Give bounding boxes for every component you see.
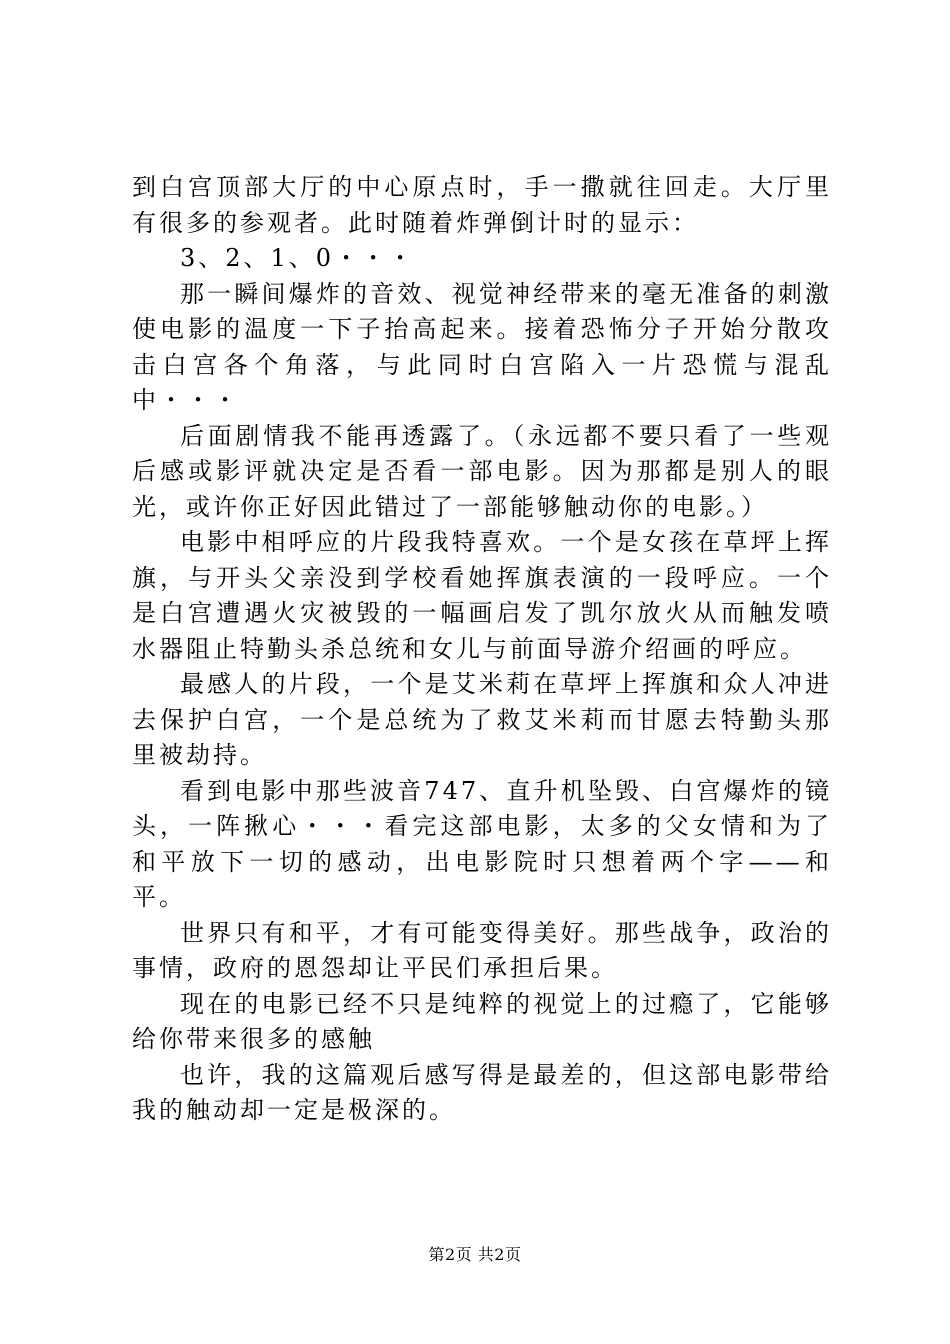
paragraph-no-spoilers: 后面剧情我不能再透露了。（永远都不要只看了一些观后感或影评就决定是否看一部电影。因为那都是别人的眼光，或许你正好因此错过了一部能够触动你的电影。） (132, 421, 832, 521)
document-body (132, 170, 832, 1129)
paragraph-explosion: 那一瞬间爆炸的音效、视觉神经带来的毫无准备的刺激使电影的温度一下子抬高起来。接着恐怖分子开始分散攻击白宫各个角落，与此同时白宫陷入一片恐慌与混乱中・・・ (132, 279, 832, 414)
paragraph-continued: 到白宫顶部大厅的中心原点时，手一撒就往回走。大厅里有很多的参观者。此时随着炸弹倒计时的显示： (132, 173, 832, 237)
page-number-footer: 第2页 共2页 (428, 1245, 522, 1264)
paragraph-modern-films: 现在的电影已经不只是纯粹的视觉上的过瘾了，它能够给你带来很多的感触 (132, 989, 832, 1053)
paragraph-countdown: 3、2、1、0・・・ (180, 244, 416, 272)
paragraph-touching-scenes: 最感人的片段，一个是艾米莉在草坪上挥旗和众人冲进去保护白宫，一个是总统为了救艾米莉而甘愿去特勤头那里被劫持。 (132, 670, 832, 769)
paragraph-world-peace: 世界只有和平，才有可能变得美好。那些战争，政治的事情，政府的恩怨却让平民们承担后果。 (132, 918, 832, 982)
paragraph-echo-scenes: 电影中相呼应的片段我特喜欢。一个是女孩在草坪上挥旗，与开头父亲没到学校看她挥旗表演的一段呼应。一个是白宫遭遇火灾被毁的一幅画启发了凯尔放火从而触发喷水器阻止特勤头杀总统和女儿与前面导游介绍画的呼应。 (132, 528, 832, 663)
paragraph-conclusion: 也许，我的这篇观后感写得是最差的，但这部电影带给我的触动却一定是极深的。 (132, 1060, 832, 1124)
paragraph-peace: 看到电影中那些波音747、直升机坠毁、白宫爆炸的镜头，一阵揪心・・・看完这部电影，太多的父女情和为了和平放下一切的感动，出电影院时只想着两个字——和平。 (132, 776, 832, 911)
